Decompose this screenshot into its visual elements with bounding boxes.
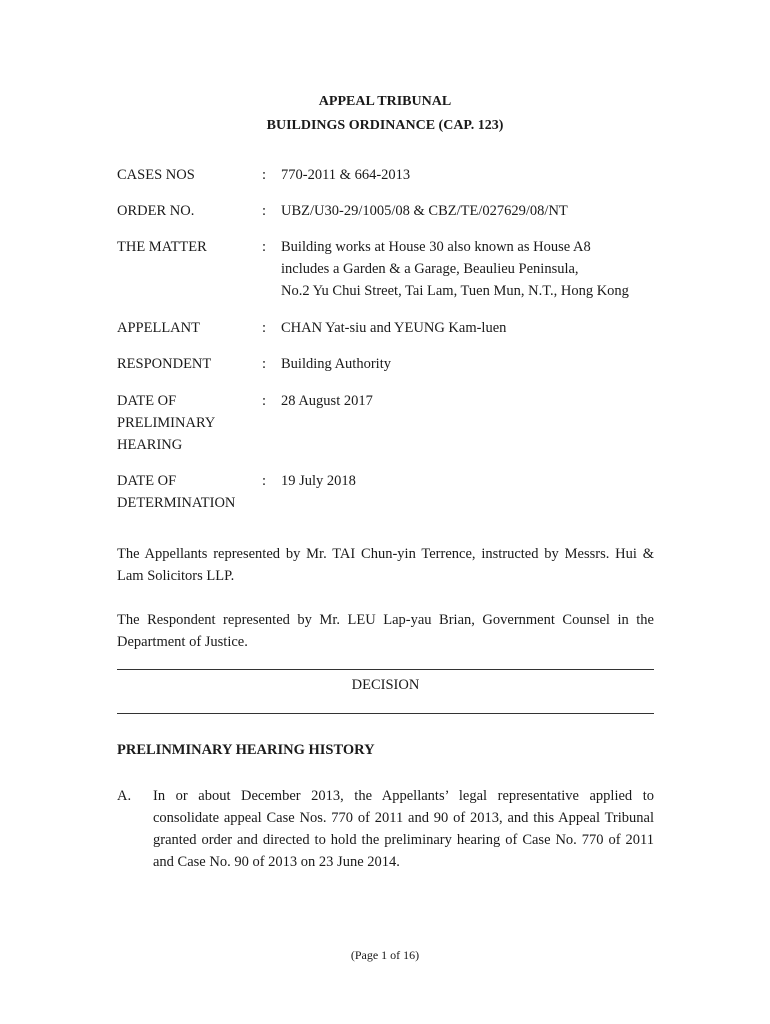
field-label-respondent [117,353,211,375]
field-colon: : [262,167,267,183]
divider-bottom [117,713,654,714]
field-label-order-no [117,200,194,222]
value-line: Building works at House 30 also known as House A8 [281,239,591,255]
divider-top [117,669,654,670]
label-line: DATE OF [117,473,177,489]
field-colon: : [262,393,267,409]
page-number: (Page 1 of 16) [350,948,420,962]
decision-heading: DECISION [351,677,420,693]
value-line: UBZ/U30-29/1005/08 & CBZ/TE/027629/08/NT [281,203,568,219]
field-label-date-preliminary-hearing [117,390,215,456]
section-title: PRELINMINARY HEARING HISTORY [117,742,375,758]
value-line: 19 July 2018 [281,473,356,489]
field-colon: : [262,320,267,336]
value-line: 770-2011 & 664-2013 [281,167,411,183]
field-colon: : [262,356,267,372]
respondent-representation: The Respondent represented by Mr. LEU Lap-yau Brian, Government Counsel in the Department of Justice. [117,612,654,650]
label-line: APPELLANT [117,320,200,336]
value-line: CHAN Yat-siu and YEUNG Kam-luen [281,320,507,336]
field-value-cases-nos [281,164,410,186]
label-line: CASES NOS [117,167,195,183]
label-line: ORDER NO. [117,203,195,219]
document-subtitle: BUILDINGS ORDINANCE (CAP. 123) [266,118,504,133]
label-line: RESPONDENT [117,356,212,372]
field-label-cases-nos [117,164,195,186]
field-label-appellant [117,317,200,339]
field-label-the-matter [117,236,207,258]
field-value-date-preliminary-hearing [281,390,373,412]
document-title: APPEAL TRIBUNAL [318,94,452,109]
field-colon: : [262,203,267,219]
field-value-date-determination [281,470,356,492]
label-line: THE MATTER [117,239,207,255]
value-line: includes a Garden & a Garage, Beaulieu Peninsula, [281,261,579,277]
label-line: DATE OF [117,393,177,409]
field-label-date-determination [117,470,235,514]
list-item-text: In or about December 2013, the Appellants’ legal representative applied to consolidate appeal Case Nos. 770 of 2011 and 90 of 2013, and this Appeal Tribunal granted order and directed to hold the preliminary hearing of Case No. 770 of 2011 and Case No. 90 of 2013 on 23 June 2014. [153,788,654,870]
label-line: DETERMINATION [117,495,236,511]
field-value-appellant [281,317,506,339]
field-colon: : [262,239,267,255]
value-line: 28 August 2017 [281,393,373,409]
label-line: HEARING [117,437,183,453]
field-value-the-matter [281,236,629,302]
list-item-marker: A. [117,788,132,804]
label-line: PRELIMINARY [117,415,216,431]
appellants-representation: The Appellants represented by Mr. TAI Chun-yin Terrence, instructed by Messrs. Hui & Lam Solicitors LLP. [117,546,654,584]
value-line: Building Authority [281,356,391,372]
field-colon: : [262,473,267,489]
field-value-order-no [281,200,568,222]
value-line: No.2 Yu Chui Street, Tai Lam, Tuen Mun, N.T., Hong Kong [281,283,629,299]
field-value-respondent [281,353,391,375]
